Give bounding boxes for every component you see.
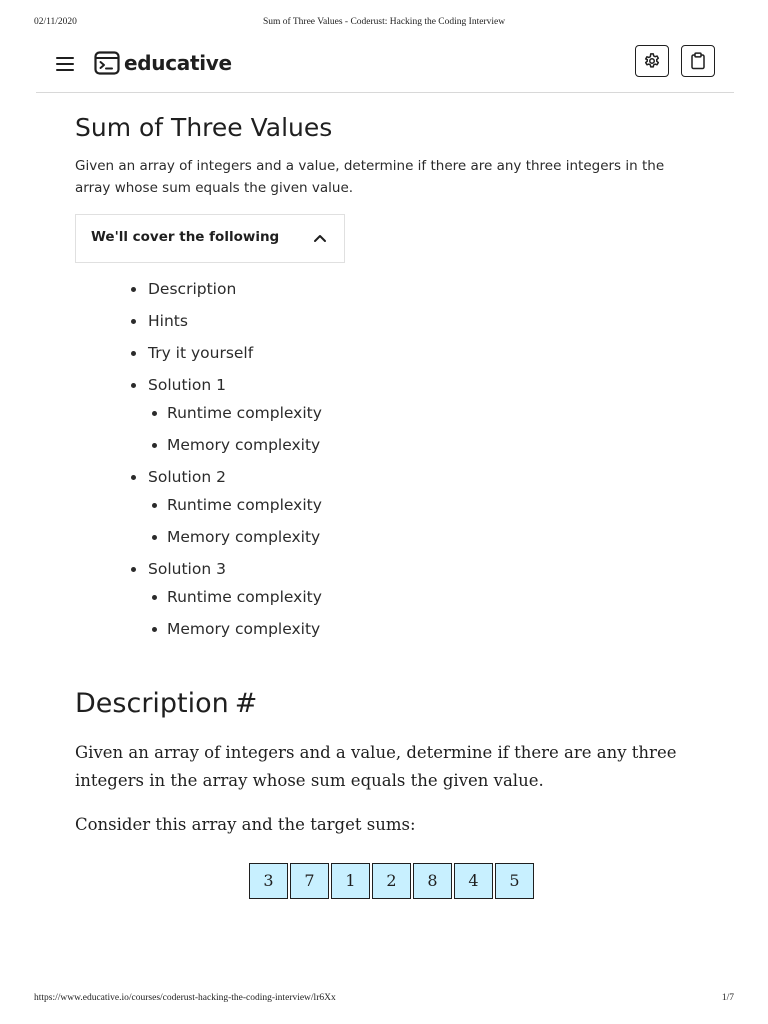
toc-subitem-label: Memory complexity — [167, 620, 321, 638]
hamburger-menu-icon[interactable] — [56, 57, 74, 71]
array-cell: 8 — [413, 863, 452, 899]
toc-subitem[interactable] — [167, 402, 322, 424]
toc-sublist — [167, 402, 322, 456]
logo-text: educative — [124, 51, 232, 75]
toc-subitem[interactable] — [167, 494, 322, 516]
toc-subitem-label: Memory complexity — [167, 528, 321, 546]
toc-subitem-label: Runtime complexity — [167, 404, 322, 422]
print-footer — [0, 993, 768, 1007]
print-page-number: 1/7 — [721, 993, 734, 1003]
toc-item[interactable] — [148, 342, 322, 364]
anchor-link[interactable]: # — [234, 688, 258, 719]
toc-item[interactable] — [148, 466, 322, 548]
array-cell: 1 — [331, 863, 370, 899]
toc-item[interactable] — [148, 558, 322, 640]
page-subtitle: Given an array of integers and a value, determine if there are any three integers in the array whose sum equals the given value. — [75, 158, 665, 196]
toc-subitem[interactable] — [167, 434, 322, 456]
array-cell: 2 — [372, 863, 411, 899]
toc-subitem[interactable] — [167, 526, 322, 548]
toc-header: We'll cover the following — [91, 229, 280, 245]
description-heading — [75, 688, 257, 719]
page-title: Sum of Three Values — [75, 113, 333, 142]
toc-subitem-label: Runtime complexity — [167, 496, 322, 514]
toc-toggle[interactable] — [75, 214, 345, 263]
toc-item-label: Solution 3 — [148, 560, 226, 578]
toc-item[interactable] — [148, 374, 322, 456]
toc-item-label: Description — [148, 280, 237, 298]
terminal-window-icon — [94, 50, 120, 76]
toc-sublist — [167, 494, 322, 548]
toc-item-label: Try it yourself — [148, 344, 254, 362]
toc-item-label: Hints — [148, 312, 188, 330]
toc-item[interactable] — [148, 278, 322, 300]
toc-subitem[interactable] — [167, 618, 322, 640]
clipboard-icon — [690, 52, 706, 70]
toc-item-label: Solution 2 — [148, 468, 226, 486]
top-bar — [36, 40, 734, 93]
array-visual — [249, 863, 536, 899]
toc-sublist — [167, 586, 322, 640]
print-header — [0, 17, 768, 31]
consider-text: Consider this array and the target sums: — [75, 815, 416, 834]
print-date: 02/11/2020 — [34, 17, 77, 27]
settings-button[interactable] — [635, 45, 669, 77]
array-cell: 7 — [290, 863, 329, 899]
array-cell: 3 — [249, 863, 288, 899]
toc-subitem-label: Runtime complexity — [167, 588, 322, 606]
toc-subitem-label: Memory complexity — [167, 436, 321, 454]
toc-item[interactable] — [148, 310, 322, 332]
logo[interactable] — [94, 49, 232, 77]
toc-item-label: Solution 1 — [148, 376, 226, 394]
chevron-up-icon — [313, 233, 327, 243]
clipboard-button[interactable] — [681, 45, 715, 77]
description-heading-text: Description — [75, 688, 229, 719]
print-url: https://www.educative.io/courses/coderust-hacking-the-coding-interview/lr6Xx — [34, 993, 336, 1003]
gear-icon — [643, 52, 661, 70]
toc-subitem[interactable] — [167, 586, 322, 608]
print-title: Sum of Three Values - Coderust: Hacking the Coding Interview — [262, 17, 506, 27]
toc-list — [148, 278, 322, 650]
array-cell: 4 — [454, 863, 493, 899]
description-text: Given an array of integers and a value, determine if there are any three integers in the array whose sum equals the given value. — [75, 743, 677, 790]
array-cell: 5 — [495, 863, 534, 899]
